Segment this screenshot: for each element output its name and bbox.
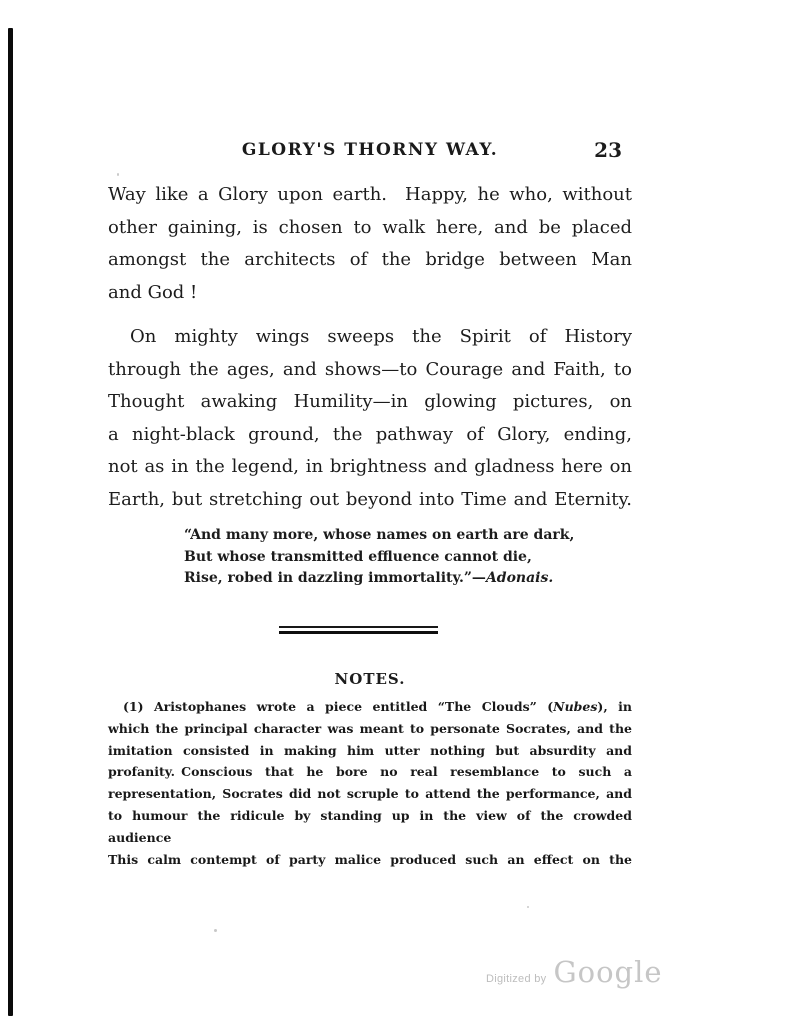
google-watermark (486, 955, 663, 989)
text-line: not as in the legend, in brightness and gladness here on (108, 456, 632, 477)
page-number: 23 (594, 138, 622, 162)
text-line: which the principal character was meant to personate Socrates, and the (108, 720, 632, 736)
text-line: But whose transmitted effluence cannot die, (184, 548, 532, 565)
google-logo: Google (553, 955, 663, 989)
text-line: Thought awaking Humility—in glowing pictures, on (108, 391, 632, 412)
text-line: imitation consisted in making him utter nothing but absurdity and (108, 742, 632, 758)
divider-rule-top (279, 626, 438, 628)
verse-quote (108, 525, 632, 590)
text-line: “And many more, whose names on earth are dark, (184, 527, 575, 543)
text-line: Way like a Glory upon earth. Happy, he who, without (108, 184, 632, 205)
text-line: and God ! (108, 281, 198, 303)
scan-edge-bar (8, 28, 13, 1016)
text-line: On mighty wings sweeps the Spirit of History (130, 326, 632, 347)
section-divider (279, 626, 438, 634)
scan-speck (214, 929, 217, 932)
text-line: (1) Aristophanes wrote a piece entitled “The Clouds” (Nubes), in (123, 699, 632, 714)
running-header (108, 140, 632, 166)
page-title: GLORY'S THORNY WAY. (241, 140, 499, 160)
scan-speck (117, 173, 119, 176)
text-line: Earth, but stretching out beyond into Time and Eternity. (108, 488, 632, 510)
watermark-prefix-text: Digitized by (486, 973, 547, 985)
text-line: representation, Socrates did not scruple to attend the performance, and (108, 786, 632, 802)
text-line: to humour the ridicule by standing up in the view of the crowded audience (108, 807, 632, 845)
paragraph-1 (108, 179, 632, 309)
text-line: This calm contempt of party malice produced such an effect on the (108, 851, 632, 867)
notes-paragraph (108, 696, 632, 870)
notes-heading: NOTES. (334, 670, 406, 688)
text-line: a night-black ground, the pathway of Glory, ending, (108, 423, 632, 445)
text-line: amongst the architects of the bridge between Man (108, 249, 632, 270)
text-line: Rise, robed in dazzling immortality.”—Adonais. (184, 570, 554, 586)
scan-speck (527, 906, 529, 908)
paragraph-2 (108, 321, 632, 516)
text-line: profanity. Conscious that he bore no real resemblance to such a (108, 764, 632, 780)
text-line: through the ages, and shows—to Courage and Faith, to (108, 358, 632, 380)
text-line: other gaining, is chosen to walk here, and be placed (108, 216, 632, 238)
divider-rule-bottom (279, 631, 438, 634)
